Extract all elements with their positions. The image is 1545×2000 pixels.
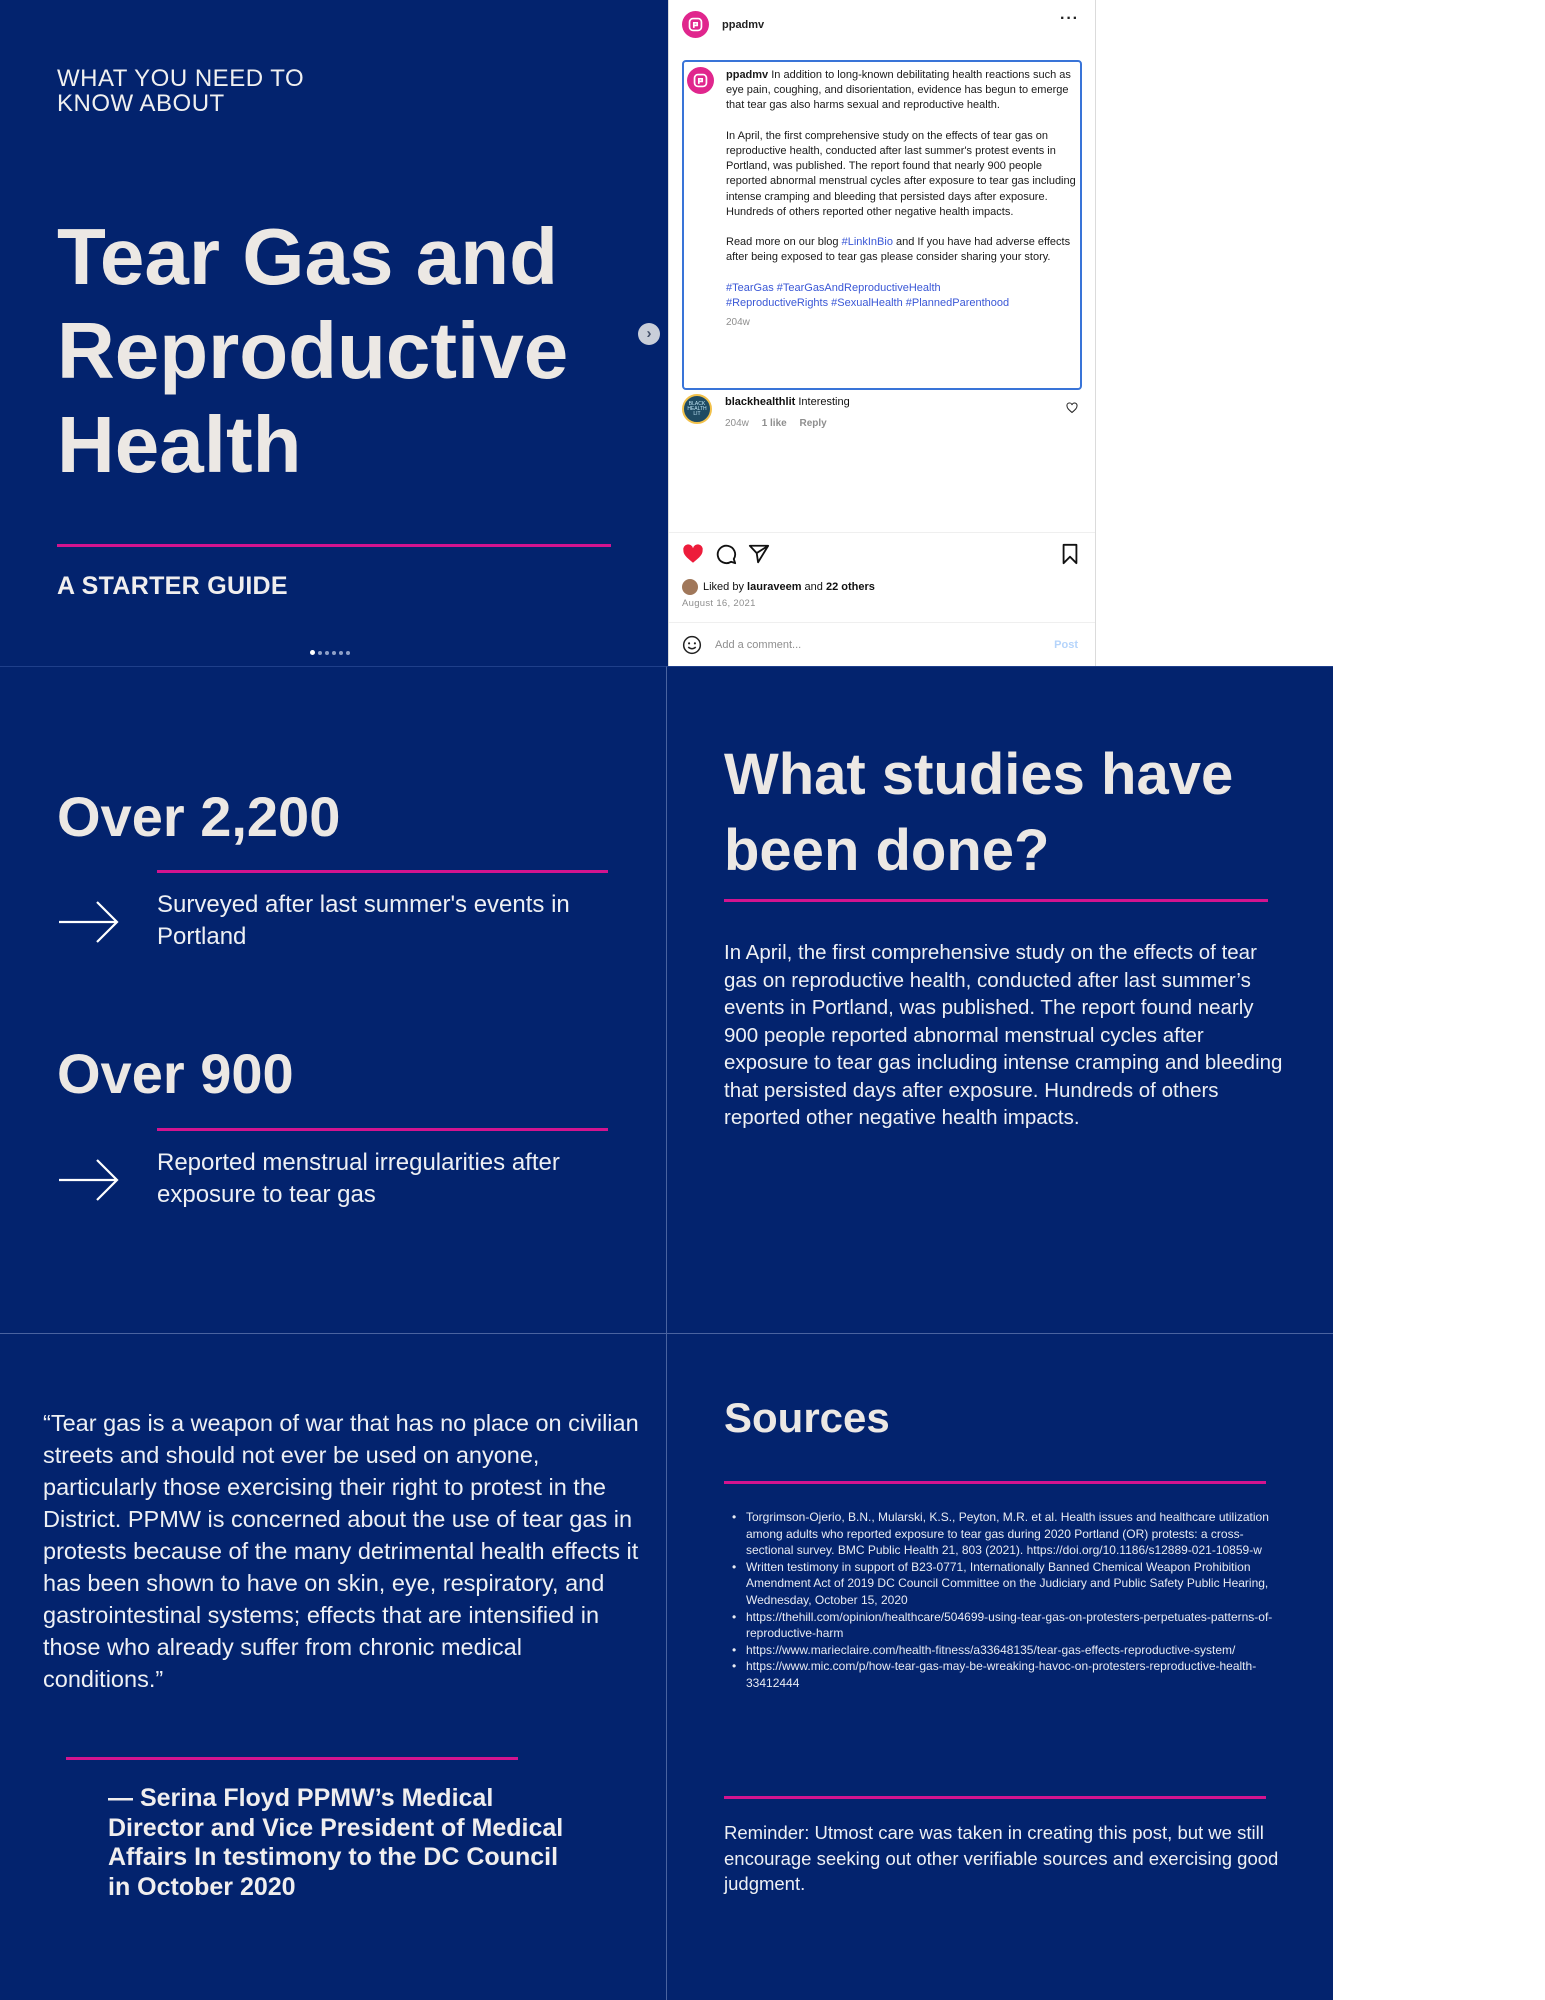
quote-divider: [66, 1757, 518, 1760]
profile-avatar[interactable]: [682, 11, 709, 38]
stat-number: Over 2,200: [57, 785, 341, 848]
post-header: [682, 11, 764, 38]
comment-divider: [669, 622, 1096, 623]
studies-slide: [666, 666, 1333, 1333]
arrow-right-icon: [57, 899, 121, 945]
more-options-icon[interactable]: ···: [1060, 10, 1079, 27]
sources-divider: [724, 1481, 1266, 1484]
stat-number: Over 900: [57, 1042, 294, 1105]
cover-kicker: WHAT YOU NEED TO KNOW ABOUT: [57, 65, 305, 117]
share-icon[interactable]: [748, 543, 770, 565]
carousel-next-button[interactable]: ›: [638, 323, 660, 345]
stat-divider: [157, 1128, 608, 1131]
likes-summary: [682, 579, 875, 595]
sources-list: [724, 1509, 1274, 1692]
liker-avatar[interactable]: [682, 579, 698, 595]
carousel-dot[interactable]: [325, 651, 329, 655]
planned-parenthood-logo-icon: [692, 72, 709, 89]
carousel-dot[interactable]: [346, 651, 350, 655]
hashtags-line-2[interactable]: #ReproductiveRights #SexualHealth #PlannedParenthood: [726, 297, 1010, 309]
caption-username[interactable]: ppadmv: [726, 69, 769, 81]
source-item: • Torgrimson-Ojerio, B.N., Mularski, K.S., Peyton, M.R. et al. Health issues and healthcare utilization among adults who reported exposure to tear gas during 2020 Portland (OR) protests: a cross-sectional survey. BMC Public Health 21, 803 (2021). https://doi.org/10.1186/s12889-021-10859-w: [724, 1509, 1274, 1559]
bookmark-icon[interactable]: [1060, 543, 1080, 565]
comment-text: Interesting: [798, 396, 850, 408]
post-comment-button[interactable]: Post: [1054, 639, 1078, 651]
carousel-dot[interactable]: [332, 651, 336, 655]
comment-icon[interactable]: [715, 543, 737, 565]
emoji-icon[interactable]: [682, 635, 702, 655]
comment-likes[interactable]: 1 like: [761, 418, 787, 429]
reminder-divider: [724, 1796, 1266, 1799]
commenter-username[interactable]: blackhealthlit: [725, 396, 796, 408]
carousel-dot[interactable]: [318, 651, 322, 655]
planned-parenthood-logo-icon: [687, 16, 704, 33]
carousel-dot[interactable]: [339, 651, 343, 655]
cover-subtitle: A STARTER GUIDE: [57, 572, 288, 600]
stats-slide: [0, 666, 666, 1333]
caption-paragraph-1: In addition to long-known debilitating health reactions such as eye pain, coughing, and disorientation, evidence has begun to emerge that tear gas also harms sexual and reproductive health.: [726, 69, 1071, 112]
instagram-post: [668, 0, 1096, 666]
post-username[interactable]: ppadmv: [722, 18, 765, 31]
link-in-bio-hashtag[interactable]: #LinkInBio: [841, 236, 893, 249]
caption-paragraph-3-suffix: and If you have had adverse effects after being exposed to tear gas please consider sharing your story.: [726, 236, 1071, 264]
arrow-right-icon: [57, 1157, 121, 1203]
quote-slide: [0, 1333, 666, 2000]
reminder-text: Reminder: Utmost care was taken in creating this post, but we still encourage seeking out other verifiable sources and exercising good judgment.: [724, 1822, 1279, 1894]
comment-age: 204w: [725, 418, 749, 429]
commenter-avatar[interactable]: BLACK HEALTH LIT: [682, 394, 712, 424]
comment-reply-button[interactable]: Reply: [799, 418, 827, 429]
studies-divider: [724, 899, 1268, 902]
testimony-quote: “Tear gas is a weapon of war that has no place on civilian streets and should not ever be used on anyone, particularly those exercising their right to protest in the District. PPMW is concerned about the use of tear gas in protests because of the many detrimental health effects it has been shown to have on skin, eye, respiratory, and gastrointestinal systems; effects that are intensified in those who already suffer from chronic medical conditions.”: [43, 1410, 639, 1692]
source-item: • https://www.mic.com/p/how-tear-gas-may-be-wreaking-havoc-on-protesters-reproductive-health-33412444: [724, 1658, 1274, 1691]
comment-like-heart-icon[interactable]: [1066, 402, 1078, 414]
liker-username[interactable]: lauraveem: [747, 581, 802, 593]
add-comment-input[interactable]: Add a comment...: [715, 639, 802, 651]
like-heart-icon[interactable]: [682, 543, 704, 565]
studies-body: In April, the first comprehensive study on the effects of tear gas on reproductive health, conducted after last summer’s events in Portland, was published. The report found nearly 900 people reported abnormal menstrual cycles after exposure to tear gas including intense cramping and bleeding that persisted days after exposure. Hundreds of others reported other negative health impacts.: [724, 941, 1283, 1129]
add-comment-bar: [682, 633, 1082, 657]
comment-body: [725, 396, 850, 408]
caption-avatar[interactable]: [687, 67, 714, 94]
stat-divider: [157, 870, 608, 873]
action-divider: [669, 532, 1096, 533]
caption-paragraph-3-prefix: Read more on our blog: [726, 236, 839, 249]
sources-slide: [666, 1333, 1333, 2000]
source-item: • https://thehill.com/opinion/healthcare/504699-using-tear-gas-on-protesters-perpetuates-patterns-of-reproductive-harm: [724, 1609, 1274, 1642]
source-item: • https://www.marieclaire.com/health-fitness/a33648135/tear-gas-effects-reproductive-system/: [724, 1642, 1274, 1659]
carousel-dots[interactable]: [310, 650, 350, 655]
caption-paragraph-2: In April, the first comprehensive study on the effects of tear gas on reproductive health, conducted after last summer's protest events in Portland, was published. The report found that nearly 900 people reported abnormal menstrual cycles after exposure to tear gas including intense cramping and bleeding that persisted days after exposure. Hundreds of others reported other negative health impacts.: [726, 129, 1076, 218]
comment-meta: [725, 418, 837, 429]
quote-attribution: — Serina Floyd PPMW’s Medical Director and Vice President of Medical Affairs In testimony to the DC Council in October 2020: [108, 1784, 564, 1901]
sources-heading: Sources: [724, 1394, 890, 1441]
post-actions: [682, 543, 1082, 567]
likes-prefix: Liked by: [703, 581, 744, 593]
post-date: August 16, 2021: [682, 598, 756, 609]
likes-others[interactable]: 22 others: [825, 581, 875, 593]
stat-description: Reported menstrual irregularities after exposure to tear gas: [157, 1149, 560, 1208]
caption-age: 204w: [726, 317, 750, 329]
studies-heading: What studies have been done?: [724, 742, 1234, 883]
source-item: • Written testimony in support of B23-0771, Internationally Banned Chemical Weapon Prohibition Amendment Act of 2019 DC Council Committee on the Judiciary and Public Safety Public Hearing, Wednesday, October 15, 2020: [724, 1559, 1274, 1609]
carousel-dot[interactable]: [310, 650, 315, 655]
caption-panel: [682, 60, 1082, 390]
hashtags-line-1[interactable]: #TearGas #TearGasAndReproductiveHealth: [726, 281, 941, 294]
likes-joiner: and: [804, 581, 823, 593]
caption-text: [726, 68, 1076, 330]
stat-description: Surveyed after last summer's events in Portland: [157, 891, 570, 950]
cover-divider: [57, 544, 611, 547]
cover-slide: [0, 0, 668, 666]
cover-title: Tear Gas and Reproductive Health: [57, 212, 569, 489]
